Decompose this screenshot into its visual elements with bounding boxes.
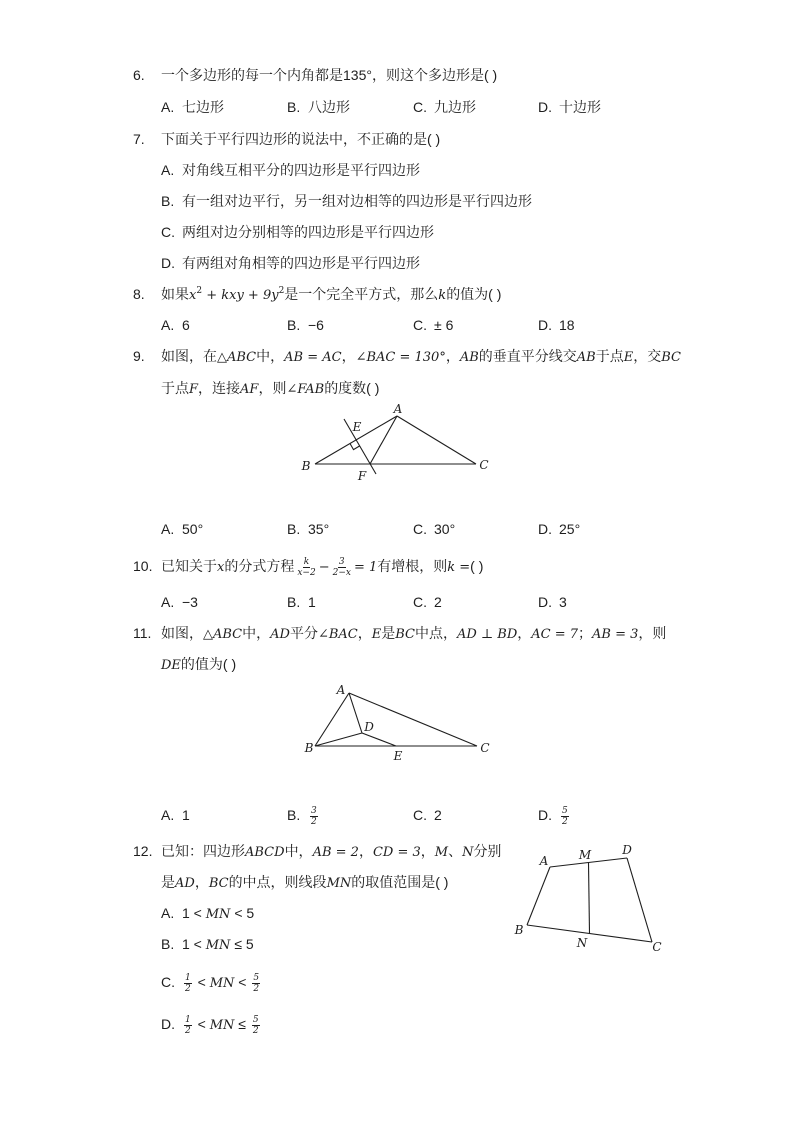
option-c	[413, 592, 442, 612]
math-expression: CD = 3	[372, 845, 421, 860]
text-run: 的垂直平分线交	[478, 348, 577, 364]
text-run: ；	[578, 625, 593, 641]
text-run: 于点	[161, 380, 189, 396]
question-stem-continued	[161, 872, 448, 892]
option-c	[161, 972, 262, 992]
math-expression: = 1	[353, 560, 378, 575]
option-text	[559, 805, 571, 827]
option-text	[434, 594, 442, 610]
fraction-denominator: 2	[252, 1025, 259, 1036]
option-text	[182, 807, 190, 823]
math-expression: k	[438, 288, 447, 303]
label-c: C	[652, 940, 662, 954]
label-m: M	[578, 848, 592, 862]
text-run: 对角线互相平分的四边形是平行四边形	[182, 162, 420, 178]
question-stem	[161, 556, 483, 576]
fraction-denominator: 2	[311, 816, 317, 827]
option-text	[308, 317, 324, 333]
option-text	[559, 317, 575, 333]
fraction-denominator: 2−x	[332, 567, 351, 578]
fraction	[310, 806, 318, 827]
triangle-figure-q11	[300, 680, 495, 765]
option-label: C.	[161, 224, 175, 240]
option-label: C.	[161, 974, 175, 990]
question-number: 8.	[133, 286, 145, 302]
option-text	[559, 99, 601, 115]
math-expression: AB = 2	[312, 845, 359, 860]
option-text	[308, 99, 350, 115]
option-d	[538, 315, 575, 335]
option-d	[161, 1014, 262, 1034]
option-d	[538, 805, 571, 825]
question-stem	[161, 841, 501, 861]
math-expression: AB	[576, 350, 596, 365]
math-expression: △ABC	[203, 627, 243, 642]
option-label: A.	[161, 99, 175, 115]
option-d	[161, 253, 420, 273]
text-run: 30°	[434, 521, 456, 537]
option-c	[161, 222, 434, 242]
option-c	[413, 97, 476, 117]
option-label: D.	[538, 521, 552, 537]
option-label: A.	[161, 594, 175, 610]
text-run: 中，	[284, 843, 313, 859]
option-label: A.	[161, 317, 175, 333]
fraction-numerator: 5	[253, 972, 260, 983]
option-c	[413, 519, 455, 539]
math-expression: MN	[205, 907, 231, 922]
math-expression: F	[189, 382, 199, 397]
option-text	[182, 1014, 262, 1036]
text-run: ≤	[234, 1016, 250, 1032]
segment-de	[362, 733, 396, 746]
option-text	[182, 594, 198, 610]
math-expression: AD	[175, 876, 195, 891]
superscript: 2	[278, 286, 285, 296]
math-expression: N	[462, 845, 474, 860]
fraction	[184, 973, 192, 994]
question-stem	[161, 129, 440, 149]
text-run: 下面关于平行四边形的说法中，不正确的是( )	[161, 131, 441, 147]
question-stem	[161, 346, 681, 366]
option-label: A.	[161, 162, 175, 178]
option-a	[161, 315, 190, 335]
label-e: E	[352, 420, 362, 434]
option-d	[538, 592, 567, 612]
option-label: D.	[161, 1016, 175, 1032]
text-run: 35°	[308, 521, 330, 537]
option-text	[434, 521, 455, 537]
math-expression: AC = 7	[531, 627, 579, 642]
side-ba	[527, 867, 550, 925]
fraction	[252, 973, 260, 994]
option-text	[182, 317, 190, 333]
text-run: ，交	[633, 348, 662, 364]
text-run: 18	[559, 317, 575, 333]
fraction-denominator: 2	[562, 816, 568, 827]
math-expression: E	[623, 350, 634, 365]
text-run: 于点	[595, 348, 624, 364]
math-expression: MN	[205, 938, 231, 953]
text-run: ，	[517, 625, 532, 641]
math-expression: BC	[661, 350, 681, 365]
fraction-numerator: 5	[562, 805, 568, 816]
fraction	[252, 1015, 260, 1036]
option-b	[287, 519, 329, 539]
option-c	[413, 315, 453, 335]
option-label: A.	[161, 807, 175, 823]
text-run: ≤ 5	[230, 936, 254, 952]
option-label: A.	[161, 905, 175, 921]
label-d: D	[364, 720, 374, 734]
option-label: B.	[287, 99, 301, 115]
fraction	[332, 557, 352, 578]
text-run: 2	[434, 807, 442, 823]
option-b	[287, 97, 350, 117]
text-run: 的分式方程	[224, 558, 295, 574]
option-d	[538, 97, 601, 117]
text-run: ，	[420, 843, 435, 859]
text-run: 有两组对角相等的四边形是平行四边形	[182, 255, 420, 271]
quadrilateral-figure-q12	[505, 838, 675, 956]
math-expression: + kxy + 9y	[202, 288, 279, 303]
text-run: 有增根，则	[377, 558, 448, 574]
math-expression: BC	[395, 627, 415, 642]
text-run: < 5	[230, 905, 255, 921]
math-expression: ABCD	[245, 845, 285, 860]
text-run: 是	[381, 625, 396, 641]
segment-mn	[589, 863, 590, 934]
text-run: 的度数( )	[324, 380, 380, 396]
option-b	[287, 315, 324, 335]
option-text	[434, 807, 442, 823]
option-text	[434, 317, 453, 333]
text-run: ，	[341, 348, 356, 364]
option-a	[161, 903, 254, 923]
math-expression: AB	[459, 350, 479, 365]
triangle-figure-q9	[295, 395, 495, 485]
option-text	[182, 972, 262, 994]
option-label: C.	[413, 317, 427, 333]
option-text	[434, 99, 476, 115]
option-label: B.	[161, 193, 175, 209]
question-stem-continued	[161, 654, 236, 674]
text-run: ± 6	[434, 317, 454, 333]
label-c: C	[479, 458, 489, 472]
text-run: 25°	[559, 521, 581, 537]
text-run: 如图，在	[161, 348, 217, 364]
question-number: 7.	[133, 131, 145, 147]
text-run: 2	[434, 594, 442, 610]
text-run: ，则	[258, 380, 287, 396]
option-label: D.	[161, 255, 175, 271]
text-run: −6	[308, 317, 324, 333]
option-text	[559, 594, 567, 610]
text-run: 有一组对边平行，另一组对边相等的四边形是平行四边形	[182, 193, 532, 209]
text-run: 十边形	[559, 99, 601, 115]
option-text	[182, 255, 420, 271]
text-run: 如果	[161, 286, 189, 302]
label-a: A	[336, 683, 346, 697]
option-label: C.	[413, 521, 427, 537]
text-run: 分别	[473, 843, 502, 859]
segment-af	[370, 416, 397, 464]
fraction-denominator: x−2	[297, 567, 316, 578]
label-b: B	[304, 741, 314, 755]
question-number: 9.	[133, 348, 145, 364]
question-number: 6.	[133, 67, 145, 83]
option-text	[182, 224, 434, 240]
text-run: ，	[194, 874, 209, 890]
text-run: 已知关于	[161, 558, 217, 574]
text-run: 1 <	[182, 905, 206, 921]
option-label: D.	[538, 594, 552, 610]
option-text	[308, 805, 320, 827]
math-expression: AB = 3	[592, 627, 639, 642]
text-run: 九边形	[434, 99, 476, 115]
option-d	[538, 519, 580, 539]
option-label: D.	[538, 317, 552, 333]
math-expression: M	[434, 845, 449, 860]
option-b	[287, 592, 316, 612]
option-a	[161, 592, 198, 612]
text-run: 八边形	[308, 99, 350, 115]
option-text	[308, 594, 316, 610]
option-a	[161, 805, 190, 825]
math-expression: AF	[240, 382, 259, 397]
question-stem	[161, 623, 666, 643]
text-run: 七边形	[182, 99, 224, 115]
option-label: B.	[161, 936, 175, 952]
option-b	[161, 191, 532, 211]
option-label: C.	[413, 807, 427, 823]
text-run: 一个多边形的每一个内角都是135°，则这个多边形是( )	[161, 67, 498, 83]
option-a	[161, 519, 203, 539]
text-run: 中，	[242, 625, 271, 641]
label-f: F	[357, 469, 367, 483]
question-number: 12.	[133, 843, 153, 859]
fraction-denominator: 2	[253, 983, 260, 994]
math-expression: MN	[326, 876, 352, 891]
fraction-numerator: 5	[252, 1014, 259, 1025]
math-expression: E	[371, 627, 382, 642]
math-expression: ∠BAC = 130°	[355, 350, 446, 365]
text-run: <	[193, 974, 210, 990]
math-expression: ∠FAB	[286, 382, 325, 397]
label-b: B	[301, 459, 311, 473]
math-expression: MN	[209, 1018, 235, 1033]
right-angle-mark	[350, 444, 360, 450]
text-run: 的值为( )	[180, 656, 237, 672]
math-expression: AD	[270, 627, 290, 642]
option-text	[182, 162, 420, 178]
text-run: 是一个完全平方式，那么	[284, 286, 439, 302]
text-run: 1 <	[182, 936, 206, 952]
option-label: B.	[287, 317, 301, 333]
math-expression: AD ⊥ BD	[456, 627, 518, 642]
label-c: C	[480, 741, 490, 755]
side-ac	[397, 416, 476, 464]
text-run: 的取值范围是( )	[351, 874, 449, 890]
fraction-numerator: 3	[311, 805, 317, 816]
math-expression: DE	[161, 658, 181, 673]
option-text	[559, 521, 580, 537]
fraction-numerator: k	[303, 556, 310, 567]
text-run: 如图，	[161, 625, 203, 641]
text-run: 的值为( )	[446, 286, 502, 302]
option-label: B.	[287, 521, 301, 537]
option-text	[182, 99, 224, 115]
math-expression: ∠BAC	[317, 627, 358, 642]
text-run: ，	[358, 843, 373, 859]
fraction-denominator: 2	[185, 1025, 191, 1036]
option-label: B.	[287, 594, 301, 610]
question-number: 11.	[133, 625, 152, 641]
text-run: 两组对边分别相等的四边形是平行四边形	[182, 224, 434, 240]
option-label: A.	[161, 521, 175, 537]
option-c	[413, 805, 442, 825]
option-label: D.	[538, 99, 552, 115]
side-dc	[627, 858, 652, 942]
label-d: D	[622, 843, 632, 857]
math-expression: x	[217, 560, 225, 575]
math-expression: △ABC	[217, 350, 257, 365]
fraction-numerator: 3	[338, 556, 345, 567]
math-expression: MN	[209, 976, 235, 991]
option-label: D.	[538, 807, 552, 823]
option-a	[161, 97, 224, 117]
text-run: 中，	[256, 348, 285, 364]
text-run: <	[234, 974, 251, 990]
label-a: A	[539, 854, 549, 868]
math-expression: k =	[447, 560, 471, 575]
fraction-numerator: 1	[185, 972, 191, 983]
superscript: 2	[196, 286, 203, 296]
option-b	[287, 805, 320, 825]
question-stem	[161, 65, 497, 85]
question-stem	[161, 284, 501, 304]
option-label: C.	[413, 99, 427, 115]
option-text	[182, 936, 254, 952]
text-run: ，连接	[198, 380, 241, 396]
fraction-numerator: 1	[185, 1014, 191, 1025]
fraction	[561, 806, 569, 827]
text-run: 中点，	[414, 625, 457, 641]
text-run: 、	[448, 843, 463, 859]
text-run: 平分	[289, 625, 318, 641]
math-expression: −	[318, 560, 330, 575]
text-run: 1	[308, 594, 316, 610]
question-number: 10.	[133, 558, 153, 574]
option-label: C.	[413, 594, 427, 610]
text-run: 1	[182, 807, 190, 823]
fraction	[296, 557, 316, 578]
label-e: E	[393, 749, 403, 763]
math-expression: x	[189, 288, 197, 303]
text-run: 是	[161, 874, 175, 890]
text-run: 的中点，则线段	[228, 874, 327, 890]
option-label: B.	[287, 807, 301, 823]
segment-ad	[349, 693, 362, 733]
text-run: 6	[182, 317, 190, 333]
label-n: N	[576, 936, 588, 950]
text-run: ，	[445, 348, 460, 364]
option-a	[161, 160, 420, 180]
math-expression: AB = AC	[284, 350, 342, 365]
option-b	[161, 934, 254, 954]
text-run: 50°	[182, 521, 204, 537]
text-run: ，则	[638, 625, 667, 641]
math-expression: BC	[208, 876, 229, 891]
fraction-denominator: 2	[185, 983, 191, 994]
text-run: 3	[559, 594, 567, 610]
text-run: <	[193, 1016, 210, 1032]
text-run: −3	[182, 594, 198, 610]
option-text	[182, 905, 254, 921]
label-a: A	[393, 402, 403, 416]
text-run: ，	[357, 625, 372, 641]
text-run: 已知：四边形	[161, 843, 245, 859]
option-text	[182, 521, 203, 537]
fraction	[184, 1015, 192, 1036]
option-text	[308, 521, 329, 537]
text-run: ( )	[470, 558, 484, 574]
label-b: B	[514, 923, 524, 937]
option-text	[182, 193, 532, 209]
